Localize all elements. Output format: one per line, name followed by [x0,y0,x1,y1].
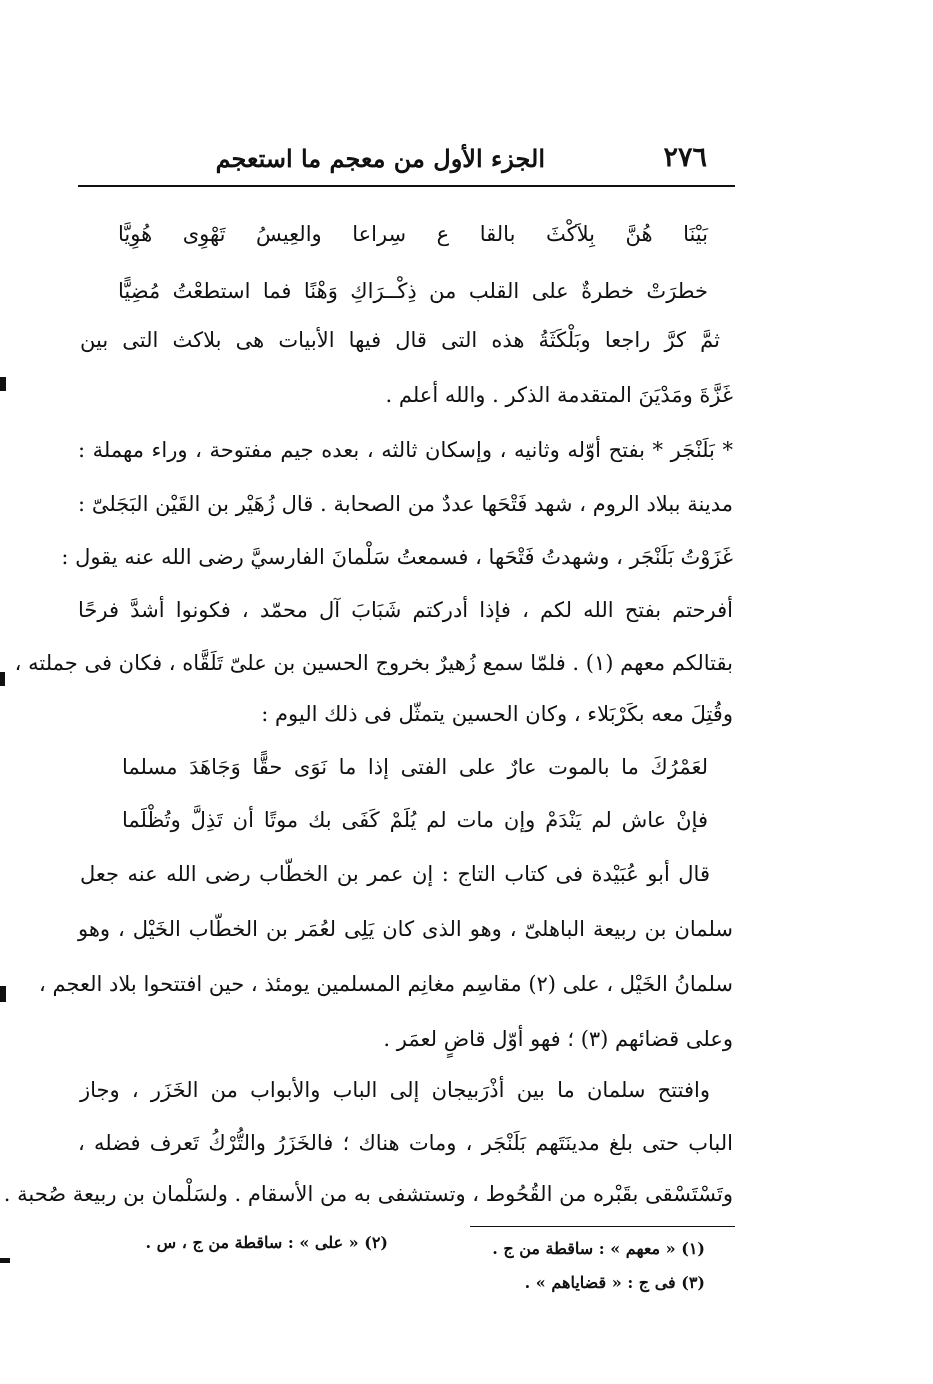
text-line: أفرحتم بفتح الله لكم ، فإذا أدركتم شَبَابَ آل محمّد ، فكونوا أشدَّ فرحًا [78,598,733,622]
verse-line: بَيْنَا هُنَّ بِلاَكْثَ بالقا ع سِراعا والعِيسُ تَهْوِى هُوِيَّا [118,222,708,246]
text-line: وعلى قضائهم (٣) ؛ فهو أوّل قاضٍ لعمَر . [383,1027,733,1051]
footnote-1: (١) « معهم » : ساقطة من ج . [492,1239,705,1258]
text-line: وافتتح سلمان ما بين أذْرَبيجان إلى الباب والأبواب من الخَزَر ، وجاز [80,1078,710,1102]
entry-headword-line: * بَلَنْجَر * بفتح أوّله وثانيه ، وإسكان ثالثه ، بعده جيم مفتوحة ، وراء مهملة : [78,438,733,462]
text-line: سلمان بن ربيعة الباهلىّ ، وهو الذى كان يَلِى لعُمَر بن الخطّاب الخَيْل ، وهو [78,917,733,941]
text-line: الباب حتى بلغ مدينَتَهم بَلَنْجَر ، ومات هناك ؛ فالخَزَرُ والتُّرْكُ تَعرف فضله ، [78,1131,733,1155]
footnote-2: (٢) « على » : ساقطة من ج ، س . [145,1233,388,1252]
page-header [78,140,735,180]
scan-mark [0,1258,10,1263]
text-line: قال أبو عُبَيْدة فى كتاب التاج : إن عمر بن الخطّاب رضى الله عنه جعل [80,862,710,886]
text-line: سلمانُ الخَيْل ، على (٢) مقاسِم مغانِم المسلمين يومئذ ، حين افتتحوا بلاد العجم ، [39,972,733,996]
text-line: غَزَّةَ ومَدْيَنَ المتقدمة الذكر . والله أعلم . [385,383,733,407]
text-line: ثمَّ كرَّ راجعا وبَلْكَثَةُ هذه التى قال فيها الأبيات هى بلاكث التى بين [80,328,720,352]
scan-mark [0,672,5,686]
text-line: بقتالكم معهم (١) . فلمّا سمع زُهيرٌ بخروج الحسين بن علىّ تَلَقَّاه ، فكان فى جملته ، [14,651,733,675]
running-title: الجزء الأول من معجم ما استعجم [215,144,545,173]
verse-line: لعَمْرُكَ ما بالموت عارٌ على الفتى إذا ما نَوَى حقًّا وَجَاهَدَ مسلما [122,755,708,779]
text-line: مدينة ببلاد الروم ، شهد فَتْحَها عددٌ من الصحابة . قال زُهَيْر بن القَيْن البَجَلىّ : [78,492,733,516]
text-line: وتَسْتَسْقى بقَبْره من القُحُوط ، وتستشفى به من الأسقام . ولسَلْمان بن ربيعة صُحبة . [3,1182,733,1206]
verse-line: فإنْ عاش لم يَنْدَمْ وإن مات لم يُلَمْ كَفَى بك موتًا أن تَذِلَّ وتُظْلَما [122,808,708,832]
verse-line: خطرَتْ خطرةٌ على القلب من ذِكْــرَاكِ وَهْنًا فما استطعْتُ مُضِيًّا [118,279,708,303]
text-line: غَزَوْتُ بَلَنْجَر ، وشهدتُ فَتْحَها ، فسمعتُ سَلْمانَ الفارسيَّ رضى الله عنه يقول : [61,545,733,569]
footnote-3: (٣) فى ج : « قضاياهم » . [524,1273,705,1292]
text-line: وقُتِلَ معه بكَرْبَلاء ، وكان الحسين يتمثّل فى ذلك اليوم : [261,702,733,726]
scan-mark [0,377,6,391]
footnote-rule [470,1226,735,1227]
header-rule [78,185,735,187]
page-number: ٢٧٦ [663,142,707,173]
scan-mark [0,986,6,1002]
